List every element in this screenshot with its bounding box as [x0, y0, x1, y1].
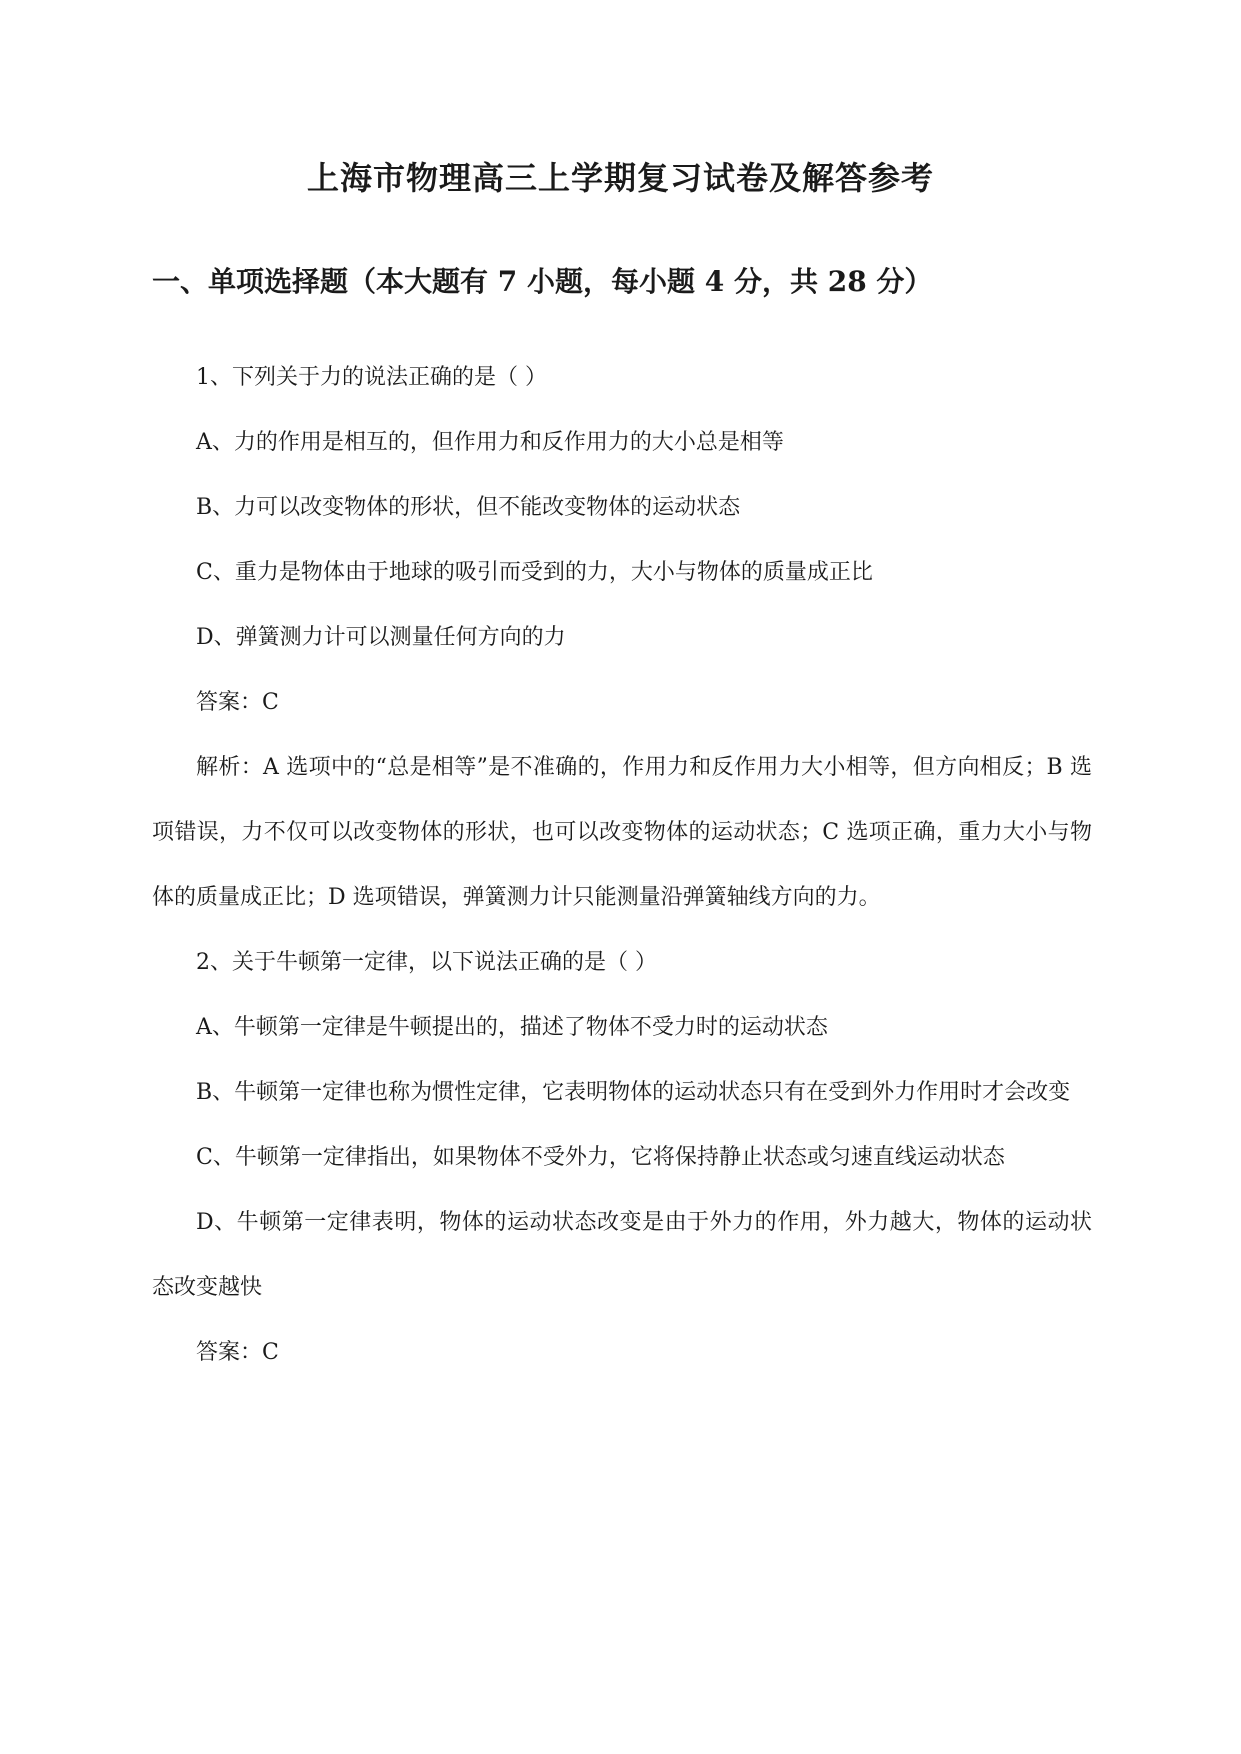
document-body [152, 345, 1092, 1385]
question-option-a: A、力的作用是相互的，但作用力和反作用力的大小总是相等 [196, 430, 784, 455]
question-stem: 1、下列关于力的说法正确的是（ ） [196, 365, 547, 390]
question-answer: 答案：C [196, 1340, 279, 1365]
question-option-a: A、牛顿第一定律是牛顿提出的，描述了物体不受力时的运动状态 [196, 1015, 828, 1040]
document-title: 上海市物理高三上学期复习试卷及解答参考 [306, 159, 934, 197]
question-answer: 答案：C [196, 690, 279, 715]
question-option-d: D、牛顿第一定律表明，物体的运动状态改变是由于外力的作用，外力越大，物体的运动状态改变越快 [152, 1210, 1092, 1300]
question-option-c: C、重力是物体由于地球的吸引而受到的力，大小与物体的质量成正比 [196, 560, 873, 585]
question-stem: 2、关于牛顿第一定律，以下说法正确的是（ ） [196, 950, 657, 975]
question-block [152, 930, 1092, 1385]
section-heading: 一、单项选择题（本大题有 7 小题，每小题 4 分，共 28 分） [152, 265, 933, 298]
question-option-b: B、牛顿第一定律也称为惯性定律，它表明物体的运动状态只有在受到外力作用时才会改变 [196, 1080, 1071, 1105]
question-option-d: D、弹簧测力计可以测量任何方向的力 [196, 625, 566, 650]
question-option-c: C、牛顿第一定律指出，如果物体不受外力，它将保持静止状态或匀速直线运动状态 [196, 1145, 1005, 1170]
question-option-b: B、力可以改变物体的形状，但不能改变物体的运动状态 [196, 495, 741, 520]
question-analysis: 解析：A 选项中的“总是相等”是不准确的，作用力和反作用力大小相等，但方向相反；B 选项错误，力不仅可以改变物体的形状，也可以改变物体的运动状态；C 选项正确，重力大小与物体的质量成正比；D 选项错误，弹簧测力计只能测量沿弹簧轴线方向的力。 [152, 755, 1092, 910]
question-block [152, 345, 1092, 930]
